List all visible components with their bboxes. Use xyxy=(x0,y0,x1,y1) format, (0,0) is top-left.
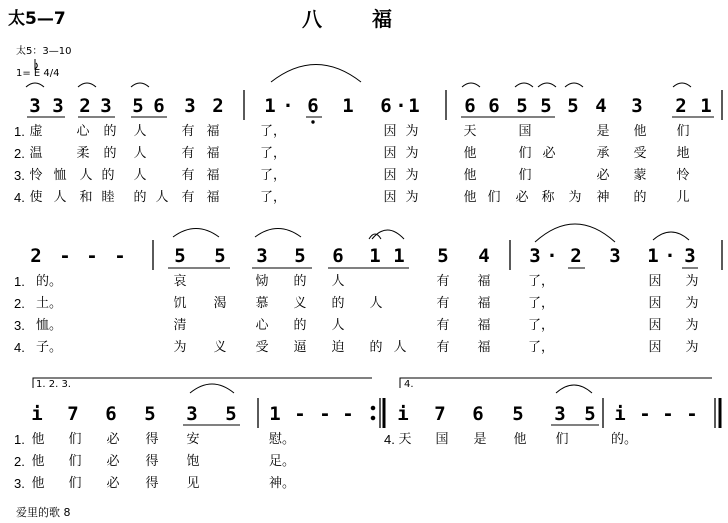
lyric-syllable: 得 xyxy=(145,476,159,491)
verse-number: 2. xyxy=(14,296,25,311)
lyric-syllable: 福 xyxy=(477,340,491,355)
lyric-syllable: 他 xyxy=(633,124,647,139)
lyric-syllable: 他 xyxy=(463,190,477,205)
lyric-syllable: 和 xyxy=(79,190,93,205)
note-numeral: 3 xyxy=(29,95,41,117)
lyric-syllable: 因 xyxy=(383,146,397,161)
lyric-syllable: 福 xyxy=(477,296,491,311)
note-numeral: 6 xyxy=(105,403,117,425)
lyric-syllable: 饥 xyxy=(173,296,187,311)
lyric-syllable: 了， xyxy=(528,340,555,355)
note-numeral: 1 xyxy=(700,95,712,117)
lyric-syllable: 子。 xyxy=(36,340,63,355)
volta-label-1: 1. 2. 3. xyxy=(36,379,71,390)
lyric-syllable: 的 xyxy=(331,296,345,311)
lyric-syllable: 了， xyxy=(528,318,555,333)
lyric-syllable: 为 xyxy=(685,340,699,355)
catalog-label: 太5—7 xyxy=(8,9,66,29)
lyric-syllable: 必 xyxy=(106,476,120,491)
lyric-syllable: 们 xyxy=(68,476,82,491)
note-numeral: 6 xyxy=(332,245,344,267)
note-numeral: - xyxy=(294,403,306,425)
lyric-syllable: 因 xyxy=(383,124,397,139)
title-char-2: 福 xyxy=(372,7,392,31)
lyric-syllable: 足。 xyxy=(269,454,296,469)
lyric-syllable: 的 xyxy=(293,318,307,333)
lyric-syllable: 他 xyxy=(463,146,477,161)
note-numeral: 1 xyxy=(393,245,405,267)
lyric-syllable: 有 xyxy=(436,340,450,355)
note-numeral: - xyxy=(342,403,354,425)
note-numeral: · xyxy=(395,95,407,117)
lyric-syllable: 们 xyxy=(518,168,532,183)
lyric-syllable: 怜 xyxy=(29,168,43,183)
note-numeral: 1 xyxy=(264,95,276,117)
lyric-syllable: 为 xyxy=(685,274,699,289)
note-numeral: i xyxy=(31,403,43,425)
note-numeral: 6 xyxy=(464,95,476,117)
lyric-syllable: 因 xyxy=(648,318,662,333)
lyric-syllable: 有 xyxy=(181,190,195,205)
lyric-syllable: 因 xyxy=(648,340,662,355)
note-numeral: 3 xyxy=(184,95,196,117)
lyric-syllable: 的 xyxy=(103,124,117,139)
note-numeral: 5 xyxy=(174,245,186,267)
lyric-syllable: 他 xyxy=(31,454,45,469)
note-numeral: 3 xyxy=(529,245,541,267)
lyric-syllable: 渴 xyxy=(213,296,227,311)
lyric-syllable: 恸 xyxy=(255,274,269,289)
lyric-syllable: 福 xyxy=(206,168,220,183)
lyric-syllable: 他 xyxy=(513,432,527,447)
lyric-syllable: 神。 xyxy=(269,476,296,491)
lyric-syllable: 天 xyxy=(398,432,412,447)
note-numeral: 1 xyxy=(647,245,659,267)
lyric-syllable: 了， xyxy=(528,296,555,311)
note-numeral: 5 xyxy=(294,245,306,267)
lyric-syllable: 们 xyxy=(555,432,569,447)
note-numeral: - xyxy=(319,403,331,425)
lyric-syllable: 人 xyxy=(155,190,169,205)
verse-number: 2. xyxy=(14,146,25,161)
note-numeral: 1 xyxy=(269,403,281,425)
lyric-syllable: 福 xyxy=(206,124,220,139)
lyric-syllable: 因 xyxy=(648,296,662,311)
verse-number: 4. xyxy=(14,190,25,205)
lyric-syllable: 有 xyxy=(181,146,195,161)
lyric-syllable: 们 xyxy=(68,454,82,469)
note-numeral: 3 xyxy=(52,95,64,117)
lyric-syllable: 逼 xyxy=(293,340,307,355)
lyric-syllable: 柔 xyxy=(76,146,90,161)
lyric-syllable: 天 xyxy=(463,124,477,139)
note-numeral: 1 xyxy=(408,95,420,117)
lyric-syllable: 他 xyxy=(31,432,45,447)
note-numeral: · xyxy=(282,95,294,117)
note-numeral: 7 xyxy=(434,403,446,425)
lyric-syllable: 因 xyxy=(648,274,662,289)
note-numeral: · xyxy=(546,245,558,267)
lyric-syllable: 得 xyxy=(145,454,159,469)
note-numeral: - xyxy=(114,245,126,267)
lyric-syllable: 为 xyxy=(685,318,699,333)
lyric-syllable: 必 xyxy=(542,146,556,161)
lyric-syllable: 人 xyxy=(133,168,147,183)
note-numeral: - xyxy=(639,403,651,425)
lyric-syllable: 了， xyxy=(260,146,287,161)
lyric-syllable: 迫 xyxy=(331,340,345,355)
lyric-syllable: 心 xyxy=(255,318,269,333)
note-numeral: - xyxy=(86,245,98,267)
lyric-syllable: 是 xyxy=(596,124,610,139)
verse-number: 3. xyxy=(14,476,25,491)
lyric-syllable: 饱 xyxy=(186,454,200,469)
lyric-syllable: 是 xyxy=(473,432,487,447)
lyric-syllable: 土。 xyxy=(36,296,63,311)
lyric-syllable: 为 xyxy=(173,340,187,355)
title-char-1: 八 xyxy=(302,7,322,31)
note-numeral: 2 xyxy=(675,95,687,117)
note-numeral: 1 xyxy=(342,95,354,117)
note-numeral: 6 xyxy=(380,95,392,117)
verse-number: 3. xyxy=(14,318,25,333)
lyric-syllable: 有 xyxy=(181,168,195,183)
note-numeral: 2 xyxy=(79,95,91,117)
lyric-syllable: 义 xyxy=(293,296,307,311)
lyric-syllable: 们 xyxy=(676,124,690,139)
lyric-syllable: 为 xyxy=(405,124,419,139)
lyric-syllable: 他 xyxy=(463,168,477,183)
lyric-syllable: 了， xyxy=(528,274,555,289)
lyric-syllable: 福 xyxy=(477,274,491,289)
lyric-syllable: 人 xyxy=(79,168,93,183)
lyric-syllable: 为 xyxy=(685,296,699,311)
lyric-syllable: 人 xyxy=(133,124,147,139)
lyric-syllable: 为 xyxy=(405,190,419,205)
note-numeral: 3 xyxy=(631,95,643,117)
footer-source: 爱里的歌 8 xyxy=(16,506,71,519)
verse-number: 1. xyxy=(14,274,25,289)
note-numeral: 1 xyxy=(369,245,381,267)
verse-number: 1. xyxy=(14,432,25,447)
verse-number: 4. xyxy=(14,340,25,355)
note-numeral: - xyxy=(686,403,698,425)
lyric-syllable: 的。 xyxy=(611,432,638,447)
note-numeral: 6 xyxy=(488,95,500,117)
note-numeral: 3 xyxy=(256,245,268,267)
lyric-syllable: 的 xyxy=(133,190,147,205)
lyric-syllable: 地 xyxy=(676,146,690,161)
lyric-syllable: 义 xyxy=(213,340,227,355)
lyric-syllable: 了， xyxy=(260,168,287,183)
lyric-syllable: 有 xyxy=(436,274,450,289)
lyric-syllable: 的 xyxy=(293,274,307,289)
lyric-syllable: 怜 xyxy=(676,168,690,183)
lyric-syllable: 恤。 xyxy=(36,318,63,333)
note-numeral: 4 xyxy=(595,95,607,117)
lyric-syllable: 为 xyxy=(405,168,419,183)
lyric-syllable: 国 xyxy=(518,124,532,139)
note-numeral: 5 xyxy=(540,95,552,117)
lyric-syllable: 得 xyxy=(145,432,159,447)
note-numeral: 5 xyxy=(516,95,528,117)
lyric-syllable: 因 xyxy=(383,190,397,205)
lyric-syllable: 必 xyxy=(106,454,120,469)
note-numeral: 7 xyxy=(67,403,79,425)
lyric-syllable: 哀 xyxy=(173,274,187,289)
note-numeral: 2 xyxy=(570,245,582,267)
lyric-syllable: 人 xyxy=(393,340,407,355)
lyric-syllable: 温 xyxy=(29,146,43,161)
lyric-syllable: 人 xyxy=(331,274,345,289)
note-numeral: 6 xyxy=(307,95,319,117)
key-signature: 1= E 4/4 xyxy=(16,68,60,79)
note-numeral: 3 xyxy=(684,245,696,267)
note-numeral: 2 xyxy=(212,95,224,117)
lyric-syllable: 有 xyxy=(436,296,450,311)
lyric-syllable: 的 xyxy=(101,168,115,183)
note-numeral: - xyxy=(662,403,674,425)
lyric-syllable: 福 xyxy=(206,190,220,205)
lyric-syllable: 人 xyxy=(331,318,345,333)
note-numeral: 5 xyxy=(584,403,596,425)
lyric-syllable: 为 xyxy=(568,190,582,205)
verse-number: 4. xyxy=(384,432,395,447)
note-numeral: 3 xyxy=(186,403,198,425)
note-numeral: 5 xyxy=(132,95,144,117)
note-numeral: 2 xyxy=(30,245,42,267)
verse-number: 3. xyxy=(14,168,25,183)
note-numeral: 3 xyxy=(609,245,621,267)
note-numeral: 5 xyxy=(225,403,237,425)
lyric-syllable: 的 xyxy=(103,146,117,161)
lyric-syllable: 的 xyxy=(633,190,647,205)
lyric-syllable: 了， xyxy=(260,190,287,205)
lyric-syllable: 蒙 xyxy=(633,168,647,183)
note-numeral: · xyxy=(664,245,676,267)
lyric-syllable: 承 xyxy=(596,146,610,161)
lyric-syllable: 慰。 xyxy=(269,432,296,447)
note-numeral: 6 xyxy=(472,403,484,425)
note-numeral: 6 xyxy=(153,95,165,117)
lyric-syllable: 有 xyxy=(436,318,450,333)
note-numeral: 5 xyxy=(214,245,226,267)
lyric-syllable: 为 xyxy=(405,146,419,161)
lyric-syllable: 虚 xyxy=(29,124,43,139)
lyric-syllable: 恤 xyxy=(53,168,67,183)
lyric-syllable: 因 xyxy=(383,168,397,183)
lyric-syllable: 受 xyxy=(255,340,269,355)
lyric-syllable: 国 xyxy=(435,432,449,447)
volta-label-2: 4. xyxy=(404,379,414,390)
lyric-syllable: 见 xyxy=(186,476,200,491)
verse-number: 1. xyxy=(14,124,25,139)
lyric-syllable: 福 xyxy=(477,318,491,333)
note-numeral: 5 xyxy=(512,403,524,425)
lyric-syllable: 心 xyxy=(76,124,90,139)
note-numeral: 5 xyxy=(437,245,449,267)
lyric-syllable: 儿 xyxy=(676,190,690,205)
lyric-syllable: 必 xyxy=(106,432,120,447)
lyric-syllable: 称 xyxy=(541,190,555,205)
note-numeral: 3 xyxy=(554,403,566,425)
note-numeral: i xyxy=(397,403,409,425)
scripture-reference: 太5：3—10 xyxy=(16,46,72,57)
lyric-syllable: 必 xyxy=(596,168,610,183)
lyric-syllable: 们 xyxy=(518,146,532,161)
lyric-syllable: 的 xyxy=(369,340,383,355)
lyric-syllable: 清 xyxy=(173,318,187,333)
lyric-syllable: 使 xyxy=(29,190,43,205)
lyric-syllable: 的。 xyxy=(36,274,63,289)
lyric-syllable: 受 xyxy=(633,146,647,161)
note-numeral: 5 xyxy=(144,403,156,425)
lyric-syllable: 们 xyxy=(487,190,501,205)
lyric-syllable: 人 xyxy=(133,146,147,161)
lyric-syllable: 人 xyxy=(369,296,383,311)
lyric-syllable: 慕 xyxy=(255,296,269,311)
note-numeral: - xyxy=(59,245,71,267)
lyric-syllable: 神 xyxy=(596,190,610,205)
lyric-syllable: 们 xyxy=(68,432,82,447)
lyric-syllable: 必 xyxy=(515,190,529,205)
note-numeral: 4 xyxy=(478,245,490,267)
lyric-syllable: 睦 xyxy=(101,190,115,205)
note-numeral: 3 xyxy=(100,95,112,117)
note-numeral: 5 xyxy=(567,95,579,117)
lyric-syllable: 有 xyxy=(181,124,195,139)
lyric-syllable: 他 xyxy=(31,476,45,491)
lyric-syllable: 了， xyxy=(260,124,287,139)
verse-number: 2. xyxy=(14,454,25,469)
lyric-syllable: 人 xyxy=(53,190,67,205)
lyric-syllable: 福 xyxy=(206,146,220,161)
lyric-syllable: 安 xyxy=(186,432,200,447)
note-numeral: i xyxy=(614,403,626,425)
